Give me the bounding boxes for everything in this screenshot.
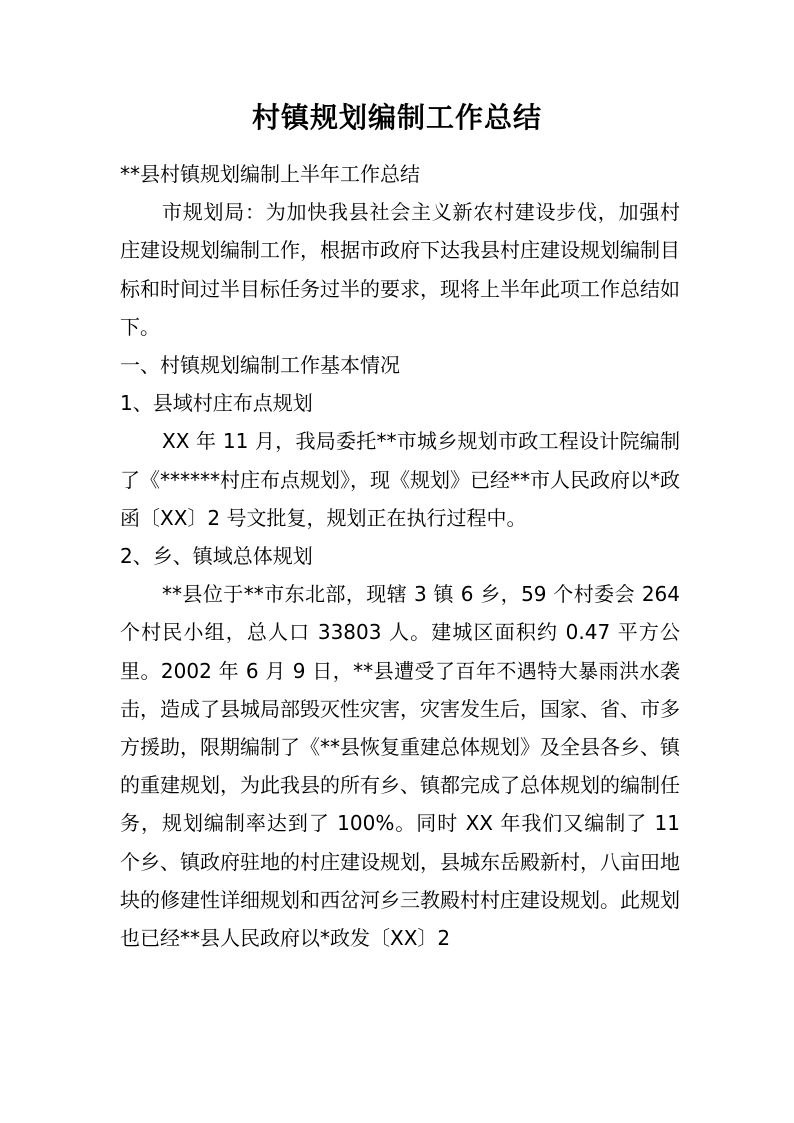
village-layout-paragraph: XX 年 11 月，我局委托**市城乡规划市政工程设计院编制了《******村庄布点规划》，现《规划》已经**市人民政府以*政函〔XX〕2 号文批复，规划正在执行过程中。 (120, 429, 680, 530)
subsection-heading-1: 1、县域村庄布点规划 (120, 391, 313, 416)
township-planning-paragraph: **县位于**市东北部，现辖 3 镇 6 乡，59 个村委会 264 个村民小组，总人口 33803 人。建城区面积约 0.47 平方公里。2002 年 6 月 9 日，**县遭受了百年不遇特大暴雨洪水袭击，造成了县城局部毁灭性灾害，灾害发生后，国家、省、市多方援助，限期编制了《**县恢复重建总体规划》及全县各乡、镇的重建规划，为此我县的所有乡、镇都完成了总体规划的编制任务，规划编制率达到了 100%。同时 XX 年我们又编制了 11 个乡、镇政府驻地的村庄建设规划，县城东岳殿新村，八亩田地块的修建性详细规划和西岔河乡三教殿村村庄建设规划。此规划也已经**县人民政府以*政发〔XX〕2 (120, 582, 680, 951)
subtitle-paragraph: **县村镇规划编制上半年工作总结 (120, 162, 420, 186)
intro-paragraph: 市规划局：为加快我县社会主义新农村建设步伐，加强村庄建设规划编制工作，根据市政府下达我县村庄建设规划编制目标和时间过半目标任务过半的要求，现将上半年此项工作总结如下。 (120, 200, 680, 339)
document-title: 村镇规划编制工作总结 (251, 101, 542, 134)
section-heading-1: 一、村镇规划编制工作基本情况 (120, 353, 400, 378)
subsection-heading-2: 2、乡、镇域总体规划 (120, 544, 313, 569)
document-body (120, 155, 680, 957)
